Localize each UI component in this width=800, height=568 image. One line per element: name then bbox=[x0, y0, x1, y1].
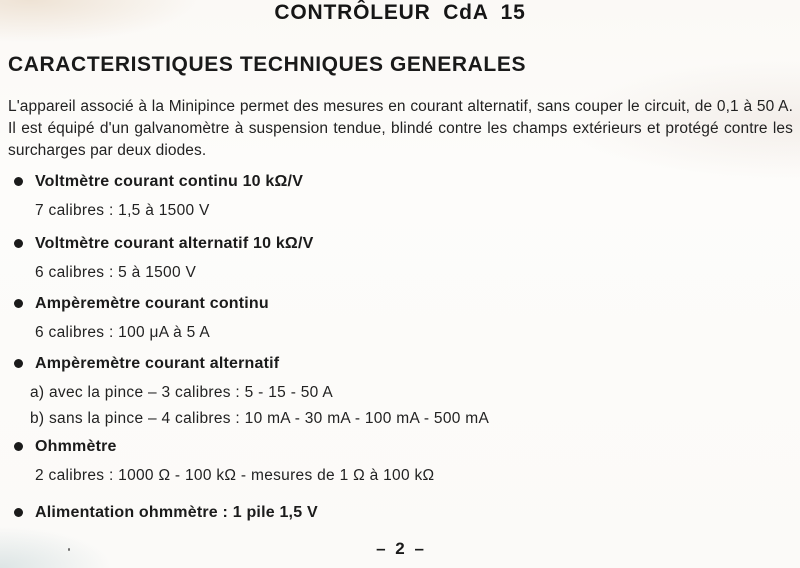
page-number: – 2 – bbox=[376, 539, 424, 558]
list-item-heading-text: Voltmètre courant continu 10 kΩ/V bbox=[35, 173, 304, 190]
list-item-detail: 2 calibres : 1000 Ω - 100 kΩ - mesures de 1 Ω à 100 kΩ bbox=[35, 467, 435, 484]
bullet-icon bbox=[14, 299, 23, 308]
bullet-icon bbox=[14, 442, 23, 451]
bullet-icon bbox=[14, 508, 23, 517]
intro-line: surcharges par deux diodes. bbox=[8, 142, 207, 159]
list-item-heading bbox=[0, 172, 800, 192]
list-item bbox=[0, 294, 800, 346]
list-item bbox=[0, 172, 800, 224]
list-item-heading-text: Voltmètre courant alternatif 10 kΩ/V bbox=[35, 235, 314, 252]
section-heading: CARACTERISTIQUES TECHNIQUES GENERALES bbox=[8, 53, 527, 76]
list-item-detail: 6 calibres : 5 à 1500 V bbox=[35, 264, 197, 281]
list-item-heading-text: Alimentation ohmmètre : 1 pile 1,5 V bbox=[35, 504, 318, 521]
intro-line: Il est équipé d'un galvanomètre à suspension tendue, blindé contre les champs extérieurs et protégé contre les bbox=[8, 120, 793, 137]
list-item-heading-text: Ohmmètre bbox=[35, 438, 117, 455]
list-item bbox=[0, 503, 800, 523]
list-item bbox=[0, 234, 800, 286]
list-item-heading bbox=[0, 503, 800, 523]
list-item bbox=[0, 437, 800, 489]
bullet-icon bbox=[14, 177, 23, 186]
list-item-heading bbox=[0, 234, 800, 254]
intro-paragraph bbox=[8, 96, 793, 162]
list-item-detail: b) sans la pince – 4 calibres : 10 mA - 30 mA - 100 mA - 500 mA bbox=[30, 410, 490, 427]
list-item-heading-text: Ampèremètre courant continu bbox=[35, 295, 269, 312]
list-item-detail: 7 calibres : 1,5 à 1500 V bbox=[35, 202, 210, 219]
intro-line: L'appareil associé à la Minipince permet des mesures en courant alternatif, sans couper le circuit, de 0,1 à 50 A. bbox=[8, 98, 793, 115]
list-item-detail: 6 calibres : 100 μA à 5 A bbox=[35, 324, 210, 341]
list-item-detail: a) avec la pince – 3 calibres : 5 - 15 - 50 A bbox=[30, 384, 333, 401]
list-item-heading bbox=[0, 437, 800, 457]
document-title: CONTRÔLEUR CdA 15 bbox=[274, 1, 526, 24]
bullet-icon bbox=[14, 359, 23, 368]
list-item-heading bbox=[0, 294, 800, 314]
list-item bbox=[0, 354, 800, 432]
list-item-heading bbox=[0, 354, 800, 374]
list-item-heading-text: Ampèremètre courant alternatif bbox=[35, 355, 280, 372]
list-item-details bbox=[0, 380, 800, 432]
bullet-icon bbox=[14, 239, 23, 248]
